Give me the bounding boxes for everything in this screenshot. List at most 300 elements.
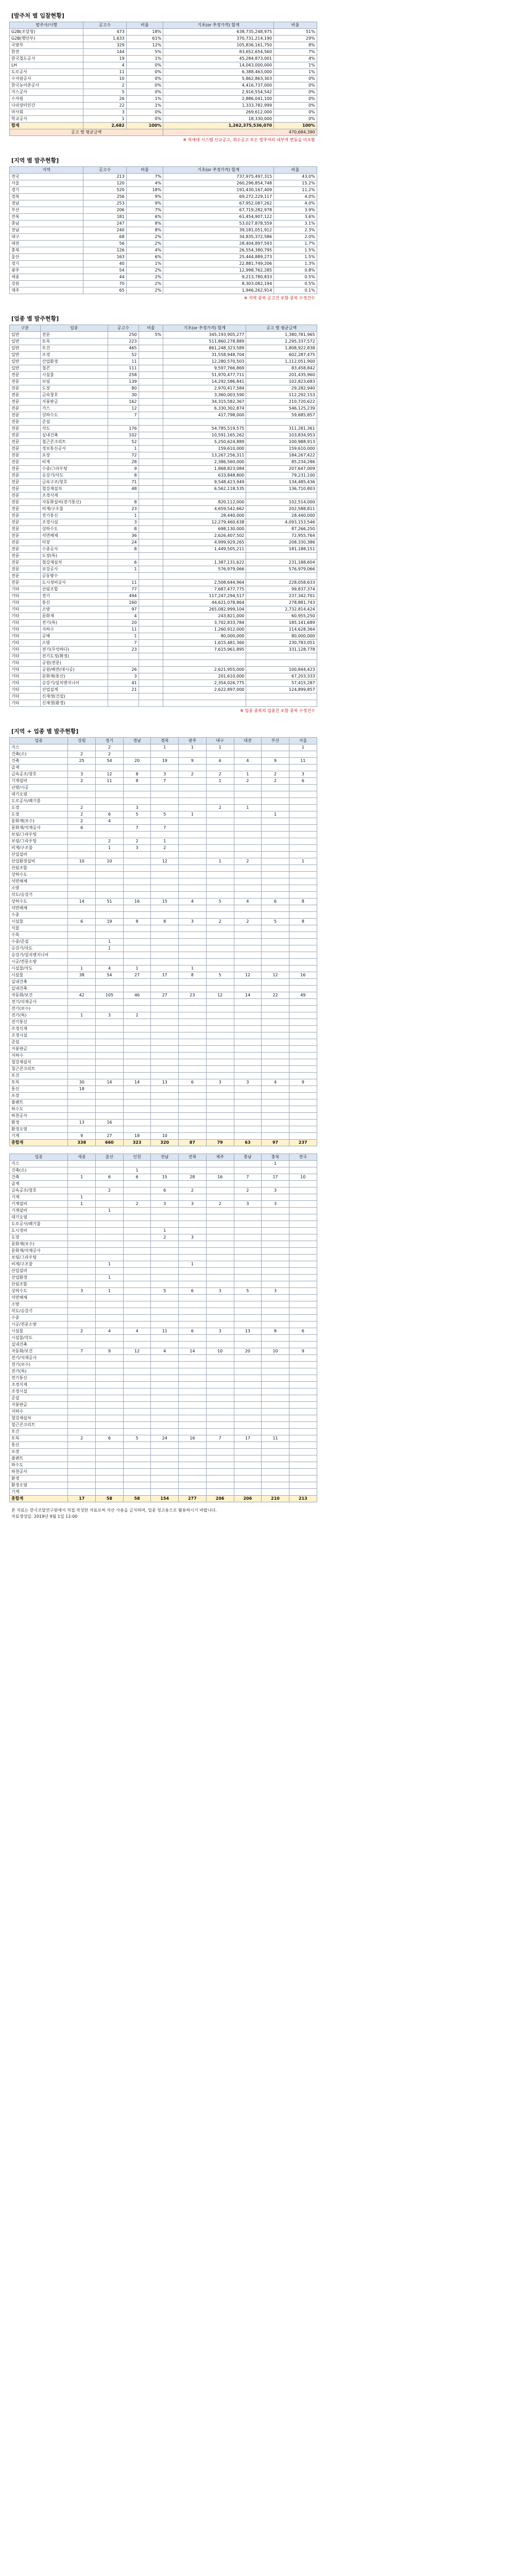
table-cell bbox=[139, 546, 163, 553]
table-row bbox=[10, 785, 317, 791]
table-row bbox=[10, 1442, 317, 1449]
table-cell bbox=[246, 693, 317, 700]
table-cell bbox=[289, 1106, 317, 1113]
column-header: 공고수 bbox=[83, 167, 127, 174]
table-row bbox=[10, 744, 317, 751]
table-cell: 전기/석재공사 bbox=[10, 999, 68, 1006]
table-cell bbox=[139, 560, 163, 566]
table-cell: 0% bbox=[274, 103, 317, 109]
table-cell: 52 bbox=[108, 352, 139, 359]
table-cell: 자동화설비(전기통신) bbox=[40, 499, 108, 506]
table-cell: 134,485,436 bbox=[246, 479, 317, 486]
table-cell bbox=[234, 1342, 262, 1348]
table-cell: 플랜트 bbox=[10, 1455, 68, 1462]
table-cell bbox=[206, 939, 234, 945]
table-cell bbox=[68, 1442, 96, 1449]
table-cell bbox=[289, 1489, 317, 1496]
table-cell bbox=[234, 986, 262, 992]
table-cell: 도로공사/폐기물 bbox=[10, 1221, 68, 1228]
table-cell bbox=[123, 1032, 151, 1039]
table-cell bbox=[179, 925, 207, 932]
table-row bbox=[10, 227, 317, 234]
table-row bbox=[10, 1489, 317, 1496]
table-cell bbox=[289, 1241, 317, 1248]
table-cell: 도시정비 bbox=[10, 1228, 68, 1234]
table-row bbox=[10, 1066, 317, 1073]
table-row bbox=[10, 667, 317, 673]
table-cell: 한국농어촌공사 bbox=[10, 82, 83, 89]
table-cell bbox=[68, 885, 96, 892]
table-cell bbox=[68, 878, 96, 885]
table-cell bbox=[262, 1275, 289, 1281]
table-cell bbox=[96, 1221, 124, 1228]
table-cell bbox=[179, 1241, 207, 1248]
table-cell bbox=[234, 1241, 262, 1248]
table-cell bbox=[289, 1208, 317, 1214]
table-row bbox=[10, 247, 317, 254]
table-cell bbox=[96, 1429, 124, 1435]
table-row bbox=[10, 1429, 317, 1435]
table-cell: 49 bbox=[289, 992, 317, 999]
table-cell bbox=[206, 1039, 234, 1046]
table-cell bbox=[234, 1402, 262, 1409]
table-row bbox=[10, 432, 317, 439]
table-cell: 1 bbox=[96, 1208, 124, 1214]
table-cell bbox=[151, 979, 179, 986]
table-cell bbox=[68, 1234, 96, 1241]
table-cell bbox=[179, 765, 207, 771]
table-cell bbox=[206, 1342, 234, 1348]
column-header: 공고수 bbox=[83, 22, 127, 29]
table-cell: 1 bbox=[262, 811, 289, 818]
table-cell: 건축 bbox=[10, 758, 68, 765]
table-row bbox=[10, 693, 317, 700]
table-cell bbox=[179, 912, 207, 919]
table-cell bbox=[262, 1301, 289, 1308]
table-cell bbox=[96, 1046, 124, 1053]
table-cell bbox=[123, 999, 151, 1006]
table-cell: 전북 bbox=[10, 214, 83, 221]
column-header: 기초(or 추정가격) 합계 bbox=[163, 22, 274, 29]
table-cell: 마사회 bbox=[10, 109, 83, 116]
table-cell bbox=[234, 744, 262, 751]
table-cell bbox=[262, 1086, 289, 1093]
table-cell: 0% bbox=[274, 109, 317, 116]
table-cell bbox=[123, 1194, 151, 1201]
table-row bbox=[10, 825, 317, 832]
table-cell: 1% bbox=[274, 62, 317, 69]
table-cell bbox=[151, 791, 179, 798]
table-cell bbox=[262, 1409, 289, 1415]
table-cell bbox=[151, 1355, 179, 1362]
column-header: 전북 bbox=[179, 1154, 207, 1161]
table-cell: 2 bbox=[123, 1012, 151, 1019]
table-cell: 144 bbox=[83, 49, 127, 56]
table-cell: 51,970,477,711 bbox=[163, 372, 246, 379]
table-cell bbox=[123, 1059, 151, 1066]
table-cell: 2,732,814,424 bbox=[246, 606, 317, 613]
column-header: 전남 bbox=[151, 1154, 179, 1161]
table-row bbox=[10, 778, 317, 785]
table-cell bbox=[206, 1133, 234, 1140]
table-cell bbox=[68, 1335, 96, 1342]
table-cell bbox=[206, 959, 234, 965]
table-row bbox=[10, 36, 317, 42]
table-cell bbox=[262, 1066, 289, 1073]
table-cell: 20 bbox=[123, 758, 151, 765]
table-cell: 전문 bbox=[10, 385, 41, 392]
table-cell bbox=[179, 1221, 207, 1228]
table-row bbox=[10, 116, 317, 123]
table-cell: 1.3% bbox=[274, 261, 317, 267]
table-cell: 1 bbox=[68, 1201, 96, 1208]
table-cell: 통신 bbox=[10, 1442, 68, 1449]
column-header: 공고 별 평균금액 bbox=[246, 325, 317, 332]
table-cell bbox=[96, 1086, 124, 1093]
table-cell: 511,860,278,889 bbox=[163, 338, 246, 345]
column-header: 비율 bbox=[126, 167, 163, 174]
table-cell bbox=[96, 798, 124, 805]
table-cell bbox=[262, 912, 289, 919]
table-cell bbox=[289, 1295, 317, 1301]
table-cell bbox=[68, 1315, 96, 1321]
column-header: 기초(or 추정가격) 합계 bbox=[163, 325, 246, 332]
table-cell bbox=[139, 687, 163, 693]
table-cell bbox=[179, 1046, 207, 1053]
table-cell bbox=[262, 878, 289, 885]
table-cell: 4.0% bbox=[274, 194, 317, 200]
table-cell bbox=[206, 818, 234, 825]
table-cell: 61,454,907,122 bbox=[163, 214, 274, 221]
table-cell bbox=[68, 1059, 96, 1066]
table-cell: 576,979,066 bbox=[163, 566, 246, 573]
table-cell bbox=[96, 1375, 124, 1382]
table-cell bbox=[262, 1415, 289, 1422]
table-cell bbox=[68, 1106, 96, 1113]
table-cell bbox=[206, 1281, 234, 1288]
table-cell: 4% bbox=[126, 180, 163, 187]
table-cell: 181,188,151 bbox=[246, 546, 317, 553]
table-row bbox=[10, 566, 317, 573]
total-cell: 277 bbox=[179, 1496, 207, 1502]
table-cell bbox=[163, 553, 246, 560]
table-cell bbox=[289, 1315, 317, 1321]
table-cell: 72,955,764 bbox=[246, 533, 317, 539]
table-cell bbox=[123, 1086, 151, 1093]
table-cell bbox=[206, 1321, 234, 1328]
table-cell bbox=[206, 1442, 234, 1449]
table-cell bbox=[262, 959, 289, 965]
table-cell bbox=[262, 1395, 289, 1402]
table-cell: 14 bbox=[234, 992, 262, 999]
table-row bbox=[10, 1046, 317, 1053]
table-cell bbox=[68, 765, 96, 771]
table-cell bbox=[96, 1241, 124, 1248]
table-row bbox=[10, 89, 317, 96]
table-cell bbox=[151, 1382, 179, 1388]
table-cell bbox=[206, 765, 234, 771]
table-cell: 3,702,833,784 bbox=[163, 620, 246, 626]
table-cell: 시설물 bbox=[40, 372, 108, 379]
table-cell bbox=[123, 1489, 151, 1496]
table-cell bbox=[96, 1462, 124, 1469]
table-cell: 기타 bbox=[10, 600, 41, 606]
table-cell: 820,112,000 bbox=[163, 499, 246, 506]
table-cell: 9 bbox=[289, 1348, 317, 1355]
table-cell bbox=[96, 1482, 124, 1489]
table-cell: 9,597,766,869 bbox=[163, 365, 246, 372]
table-cell bbox=[262, 1019, 289, 1026]
table-cell bbox=[151, 1059, 179, 1066]
table-cell bbox=[206, 1415, 234, 1422]
table-cell bbox=[96, 1368, 124, 1375]
table-cell: 12 bbox=[108, 405, 139, 412]
average-value: 470,684,390 bbox=[163, 129, 317, 136]
table-cell: 수중 bbox=[10, 1315, 68, 1321]
table-row bbox=[10, 1449, 317, 1455]
table-cell: 7 bbox=[206, 1435, 234, 1442]
table-cell bbox=[179, 1429, 207, 1435]
table-cell bbox=[289, 825, 317, 832]
table-cell: 417,798,000 bbox=[163, 412, 246, 419]
table-cell bbox=[206, 878, 234, 885]
table-cell: 6 bbox=[151, 1188, 179, 1194]
table-cell: 1 bbox=[96, 1261, 124, 1268]
table-cell bbox=[179, 952, 207, 959]
table-cell bbox=[234, 1469, 262, 1476]
table-cell bbox=[139, 399, 163, 405]
table-cell: 광주 bbox=[10, 267, 83, 274]
table-cell: 105,836,161,750 bbox=[163, 42, 274, 49]
table-cell bbox=[234, 785, 262, 791]
table-row bbox=[10, 878, 317, 885]
table-cell bbox=[123, 1375, 151, 1382]
table-cell bbox=[163, 653, 246, 660]
table-cell bbox=[234, 999, 262, 1006]
table-row bbox=[10, 56, 317, 62]
table-cell: 29% bbox=[274, 36, 317, 42]
table-cell bbox=[151, 912, 179, 919]
table-cell: 7 bbox=[234, 1174, 262, 1181]
table-cell: 370,731,214,190 bbox=[163, 36, 274, 42]
table-cell: 51% bbox=[274, 29, 317, 36]
table-cell: 4,659,542,662 bbox=[163, 506, 246, 513]
table-cell bbox=[179, 905, 207, 912]
table-cell bbox=[289, 925, 317, 932]
table-cell bbox=[234, 1019, 262, 1026]
table-cell: 삭도/승강기 bbox=[10, 892, 68, 899]
table-cell bbox=[206, 999, 234, 1006]
table-cell: 상하수도 bbox=[10, 899, 68, 905]
table-cell: 201,435,960 bbox=[246, 372, 317, 379]
table-cell bbox=[262, 999, 289, 1006]
table-cell bbox=[96, 1469, 124, 1476]
table-cell: 2 bbox=[206, 1201, 234, 1208]
table-row bbox=[10, 76, 317, 82]
table-cell bbox=[179, 1019, 207, 1026]
table-cell bbox=[179, 1120, 207, 1126]
table-cell: 11 bbox=[96, 778, 124, 785]
average-row bbox=[10, 129, 317, 136]
total-cell: 660 bbox=[96, 1140, 124, 1146]
table-cell: 공해 bbox=[40, 633, 108, 640]
table-cell bbox=[139, 405, 163, 412]
table-row bbox=[10, 1415, 317, 1422]
table-cell bbox=[289, 952, 317, 959]
table-cell bbox=[262, 1281, 289, 1288]
table-cell bbox=[206, 885, 234, 892]
table-cell bbox=[289, 811, 317, 818]
table-cell: 2 bbox=[68, 751, 96, 758]
table-cell: 5 bbox=[206, 972, 234, 979]
table-cell: 전기/석재공사 bbox=[10, 1355, 68, 1362]
table-cell: 576,979,066 bbox=[246, 566, 317, 573]
table-cell bbox=[123, 852, 151, 858]
table-cell bbox=[206, 1093, 234, 1099]
table-cell bbox=[123, 791, 151, 798]
table-row bbox=[10, 1388, 317, 1395]
table-cell: 기타 bbox=[10, 647, 41, 653]
table-cell: 1,808,922,838 bbox=[246, 345, 317, 352]
table-cell: 자동화/보건 bbox=[10, 1348, 68, 1355]
table-row bbox=[10, 466, 317, 472]
table-cell: 울산 bbox=[10, 254, 83, 261]
table-cell: 1 bbox=[68, 1174, 96, 1181]
table-cell: 보링 bbox=[40, 379, 108, 385]
table-row bbox=[10, 865, 317, 872]
table-cell: 전문 bbox=[10, 546, 41, 553]
table-cell: 7 bbox=[108, 412, 139, 419]
table-cell bbox=[151, 1429, 179, 1435]
table-cell bbox=[68, 1228, 96, 1234]
table-cell: 2 bbox=[68, 1328, 96, 1335]
table-row bbox=[10, 979, 317, 986]
column-header: 공고수 bbox=[108, 325, 139, 332]
table-cell bbox=[179, 1039, 207, 1046]
table-cell: 철콘 bbox=[40, 365, 108, 372]
table-row bbox=[10, 1348, 317, 1355]
table-cell: 9 bbox=[289, 1079, 317, 1086]
table-cell bbox=[262, 1308, 289, 1315]
table-cell bbox=[206, 1255, 234, 1261]
table-cell: 546,125,239 bbox=[246, 405, 317, 412]
table-cell bbox=[151, 1281, 179, 1288]
table-cell bbox=[96, 1006, 124, 1012]
table-cell bbox=[289, 1032, 317, 1039]
table-cell bbox=[206, 1295, 234, 1301]
table-cell: 10 bbox=[289, 1174, 317, 1181]
table-cell: 전문 bbox=[10, 506, 41, 513]
table-cell bbox=[123, 1402, 151, 1409]
table-cell: 2,626,407,502 bbox=[163, 533, 246, 539]
table-cell: 67,719,282,978 bbox=[163, 207, 274, 214]
table-cell bbox=[123, 1335, 151, 1342]
table-cell bbox=[179, 1342, 207, 1348]
table-cell bbox=[179, 1066, 207, 1073]
table-cell bbox=[68, 865, 96, 872]
table-cell: 산업설비 bbox=[10, 852, 68, 858]
table-row bbox=[10, 392, 317, 399]
table-cell bbox=[123, 1288, 151, 1295]
table-cell bbox=[179, 1455, 207, 1462]
table-cell: 19 bbox=[83, 56, 127, 62]
column-header: 업종 bbox=[10, 1154, 68, 1161]
table-row bbox=[10, 1315, 317, 1321]
table-cell: 1,449,505,211 bbox=[163, 546, 246, 553]
table-cell bbox=[139, 452, 163, 459]
table-cell bbox=[151, 945, 179, 952]
table-cell bbox=[234, 1301, 262, 1308]
column-header: 세종 bbox=[68, 1154, 96, 1161]
column-header: 업종 bbox=[40, 325, 108, 332]
table-cell: 공원(전문) bbox=[40, 660, 108, 667]
table-cell bbox=[68, 1214, 96, 1221]
table-cell bbox=[289, 1409, 317, 1415]
table-cell: 136,710,803 bbox=[246, 486, 317, 493]
table-row bbox=[10, 214, 317, 221]
table-cell: 한전 bbox=[10, 49, 83, 56]
table-cell bbox=[234, 1046, 262, 1053]
table-cell: 토건 bbox=[40, 345, 108, 352]
table-cell: 조경시설 bbox=[10, 1388, 68, 1395]
table-cell: 산업환경 bbox=[10, 1275, 68, 1281]
table-cell: 2 bbox=[123, 1201, 151, 1208]
table-cell: 9% bbox=[126, 200, 163, 207]
table-cell: 8 bbox=[289, 919, 317, 925]
table-cell bbox=[206, 1375, 234, 1382]
table-cell: 삭도 bbox=[40, 426, 108, 432]
table-row bbox=[10, 872, 317, 878]
table-row bbox=[10, 379, 317, 385]
table-cell bbox=[96, 1228, 124, 1234]
table-cell: 1 bbox=[108, 446, 139, 452]
table-cell bbox=[123, 1188, 151, 1194]
table-row bbox=[10, 546, 317, 553]
table-cell: 2 bbox=[234, 1188, 262, 1194]
table-cell: 230,783,051 bbox=[246, 640, 317, 647]
table-cell bbox=[123, 1106, 151, 1113]
table-cell bbox=[289, 872, 317, 878]
table-cell: 25 bbox=[68, 758, 96, 765]
table-cell: 6 bbox=[108, 560, 139, 566]
table-cell: 7 bbox=[108, 640, 139, 647]
table-cell: 기타 bbox=[10, 640, 41, 647]
table-cell bbox=[123, 1228, 151, 1234]
table-cell bbox=[234, 1126, 262, 1133]
table-cell bbox=[68, 1281, 96, 1288]
table-cell bbox=[206, 965, 234, 972]
table-cell: 83,458,842 bbox=[246, 365, 317, 372]
table-cell: 4 bbox=[123, 1328, 151, 1335]
table-cell bbox=[68, 1362, 96, 1368]
table-cell bbox=[179, 1482, 207, 1489]
table-cell: 19 bbox=[151, 758, 179, 765]
table-cell: 하수도 bbox=[10, 1106, 68, 1113]
table-cell: 2 bbox=[206, 919, 234, 925]
table-cell: 36 bbox=[108, 533, 139, 539]
table-cell bbox=[179, 838, 207, 845]
section-title-industry: [업종 별 발주현황] bbox=[11, 315, 59, 322]
table-cell bbox=[139, 439, 163, 446]
table-cell: 경남 bbox=[10, 200, 83, 207]
table-cell bbox=[206, 1368, 234, 1375]
table-cell bbox=[234, 1133, 262, 1140]
table-row bbox=[10, 479, 317, 486]
table-cell bbox=[96, 1126, 124, 1133]
table-cell bbox=[68, 872, 96, 878]
table-cell: G2B(조달청) bbox=[10, 29, 83, 36]
footer-date: 자료생성일: 2019년 9월 1일 12:00 bbox=[11, 1514, 78, 1519]
